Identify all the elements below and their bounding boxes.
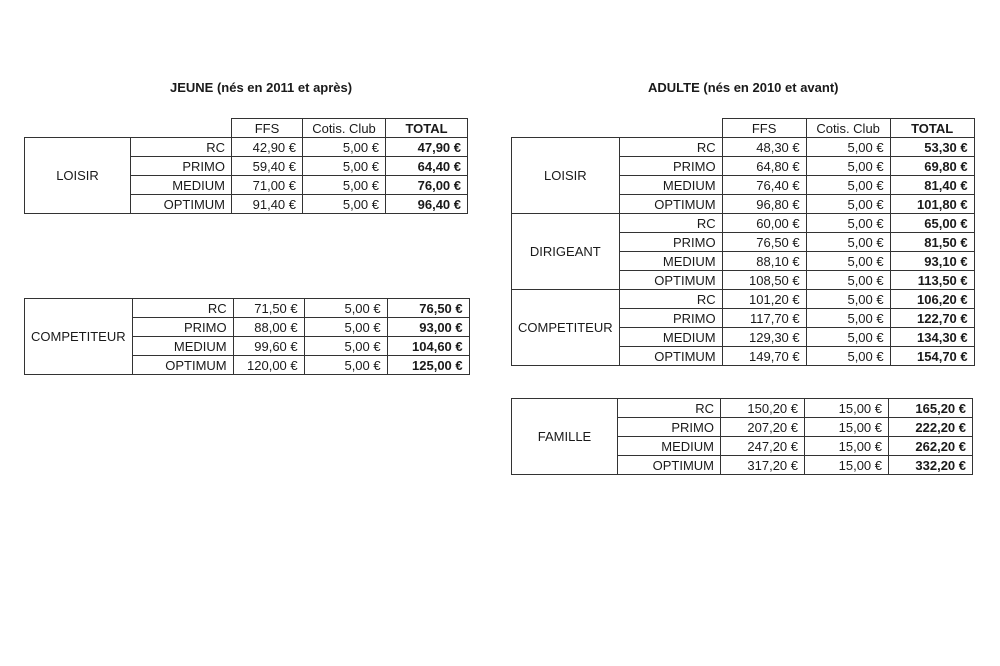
- tier-label: OPTIMUM: [619, 271, 722, 290]
- club-value: 5,00 €: [806, 328, 890, 347]
- ffs-value: 207,20 €: [721, 418, 805, 437]
- header-club: Cotis. Club: [806, 119, 890, 138]
- table-row: [25, 299, 470, 318]
- group-label: FAMILLE: [512, 399, 618, 475]
- header-row: [25, 119, 468, 138]
- header-club: Cotis. Club: [303, 119, 386, 138]
- group-label: LOISIR: [512, 138, 620, 214]
- club-value: 5,00 €: [806, 176, 890, 195]
- ffs-value: 88,00 €: [233, 318, 304, 337]
- adulte-famille-table: [511, 398, 973, 475]
- jeune-loisir-table: [24, 118, 468, 214]
- club-value: 15,00 €: [805, 456, 889, 475]
- total-value: 69,80 €: [890, 157, 974, 176]
- ffs-value: 42,90 €: [232, 138, 303, 157]
- club-value: 15,00 €: [805, 437, 889, 456]
- club-value: 5,00 €: [303, 138, 386, 157]
- total-value: 122,70 €: [890, 309, 974, 328]
- tier-label: PRIMO: [132, 318, 233, 337]
- tier-label: RC: [619, 214, 722, 233]
- total-value: 76,00 €: [386, 176, 468, 195]
- club-value: 5,00 €: [806, 290, 890, 309]
- tier-label: PRIMO: [619, 309, 722, 328]
- group-label: LOISIR: [25, 138, 131, 214]
- tier-label: RC: [619, 138, 722, 157]
- club-value: 5,00 €: [806, 214, 890, 233]
- total-value: 96,40 €: [386, 195, 468, 214]
- tier-label: PRIMO: [618, 418, 721, 437]
- club-value: 5,00 €: [806, 271, 890, 290]
- ffs-value: 96,80 €: [722, 195, 806, 214]
- club-value: 5,00 €: [303, 157, 386, 176]
- header-ffs: FFS: [232, 119, 303, 138]
- total-value: 222,20 €: [889, 418, 973, 437]
- table-row: [512, 290, 975, 309]
- club-value: 5,00 €: [806, 138, 890, 157]
- tier-label: RC: [618, 399, 721, 418]
- jeune-competiteur-table: [24, 298, 470, 375]
- club-value: 5,00 €: [303, 195, 386, 214]
- club-value: 5,00 €: [806, 347, 890, 366]
- tier-label: RC: [132, 299, 233, 318]
- ffs-value: 247,20 €: [721, 437, 805, 456]
- total-value: 76,50 €: [387, 299, 469, 318]
- total-value: 81,50 €: [890, 233, 974, 252]
- ffs-value: 91,40 €: [232, 195, 303, 214]
- ffs-value: 129,30 €: [722, 328, 806, 347]
- ffs-value: 76,40 €: [722, 176, 806, 195]
- ffs-value: 117,70 €: [722, 309, 806, 328]
- table-row: [512, 138, 975, 157]
- club-value: 5,00 €: [304, 337, 387, 356]
- total-value: 64,40 €: [386, 157, 468, 176]
- club-value: 5,00 €: [806, 233, 890, 252]
- total-value: 332,20 €: [889, 456, 973, 475]
- ffs-value: 88,10 €: [722, 252, 806, 271]
- tier-label: OPTIMUM: [619, 195, 722, 214]
- club-value: 5,00 €: [806, 252, 890, 271]
- tier-label: RC: [131, 138, 232, 157]
- adulte-title: ADULTE (nés en 2010 et avant): [648, 80, 839, 95]
- club-value: 5,00 €: [304, 318, 387, 337]
- tier-label: MEDIUM: [619, 252, 722, 271]
- total-value: 104,60 €: [387, 337, 469, 356]
- total-value: 154,70 €: [890, 347, 974, 366]
- tier-label: MEDIUM: [131, 176, 232, 195]
- total-value: 106,20 €: [890, 290, 974, 309]
- tier-label: RC: [619, 290, 722, 309]
- tier-label: OPTIMUM: [618, 456, 721, 475]
- jeune-title: JEUNE (nés en 2011 et après): [170, 80, 353, 95]
- total-value: 262,20 €: [889, 437, 973, 456]
- club-value: 5,00 €: [806, 157, 890, 176]
- tier-label: MEDIUM: [618, 437, 721, 456]
- group-label: COMPETITEUR: [512, 290, 620, 366]
- group-label: COMPETITEUR: [25, 299, 133, 375]
- tier-label: PRIMO: [619, 157, 722, 176]
- total-value: 81,40 €: [890, 176, 974, 195]
- total-value: 47,90 €: [386, 138, 468, 157]
- ffs-value: 120,00 €: [233, 356, 304, 375]
- group-label: DIRIGEANT: [512, 214, 620, 290]
- ffs-value: 71,00 €: [232, 176, 303, 195]
- tier-label: MEDIUM: [619, 328, 722, 347]
- tier-label: OPTIMUM: [131, 195, 232, 214]
- tier-label: MEDIUM: [619, 176, 722, 195]
- club-value: 15,00 €: [805, 399, 889, 418]
- ffs-value: 64,80 €: [722, 157, 806, 176]
- total-value: 101,80 €: [890, 195, 974, 214]
- total-value: 113,50 €: [890, 271, 974, 290]
- club-value: 5,00 €: [303, 176, 386, 195]
- header-total: TOTAL: [890, 119, 974, 138]
- table-row: [512, 399, 973, 418]
- total-value: 93,10 €: [890, 252, 974, 271]
- adulte-main-table: [511, 118, 975, 366]
- header-row: [512, 119, 975, 138]
- ffs-value: 149,70 €: [722, 347, 806, 366]
- ffs-value: 76,50 €: [722, 233, 806, 252]
- club-value: 5,00 €: [304, 299, 387, 318]
- header-ffs: FFS: [722, 119, 806, 138]
- tier-label: MEDIUM: [132, 337, 233, 356]
- club-value: 5,00 €: [806, 195, 890, 214]
- ffs-value: 59,40 €: [232, 157, 303, 176]
- ffs-value: 60,00 €: [722, 214, 806, 233]
- total-value: 65,00 €: [890, 214, 974, 233]
- total-value: 165,20 €: [889, 399, 973, 418]
- table-row: [25, 138, 468, 157]
- total-value: 125,00 €: [387, 356, 469, 375]
- ffs-value: 150,20 €: [721, 399, 805, 418]
- ffs-value: 317,20 €: [721, 456, 805, 475]
- tier-label: PRIMO: [131, 157, 232, 176]
- ffs-value: 108,50 €: [722, 271, 806, 290]
- header-total: TOTAL: [386, 119, 468, 138]
- club-value: 5,00 €: [304, 356, 387, 375]
- total-value: 53,30 €: [890, 138, 974, 157]
- total-value: 134,30 €: [890, 328, 974, 347]
- ffs-value: 101,20 €: [722, 290, 806, 309]
- club-value: 5,00 €: [806, 309, 890, 328]
- ffs-value: 71,50 €: [233, 299, 304, 318]
- total-value: 93,00 €: [387, 318, 469, 337]
- tier-label: PRIMO: [619, 233, 722, 252]
- ffs-value: 48,30 €: [722, 138, 806, 157]
- club-value: 15,00 €: [805, 418, 889, 437]
- ffs-value: 99,60 €: [233, 337, 304, 356]
- tier-label: OPTIMUM: [619, 347, 722, 366]
- table-row: [512, 214, 975, 233]
- tier-label: OPTIMUM: [132, 356, 233, 375]
